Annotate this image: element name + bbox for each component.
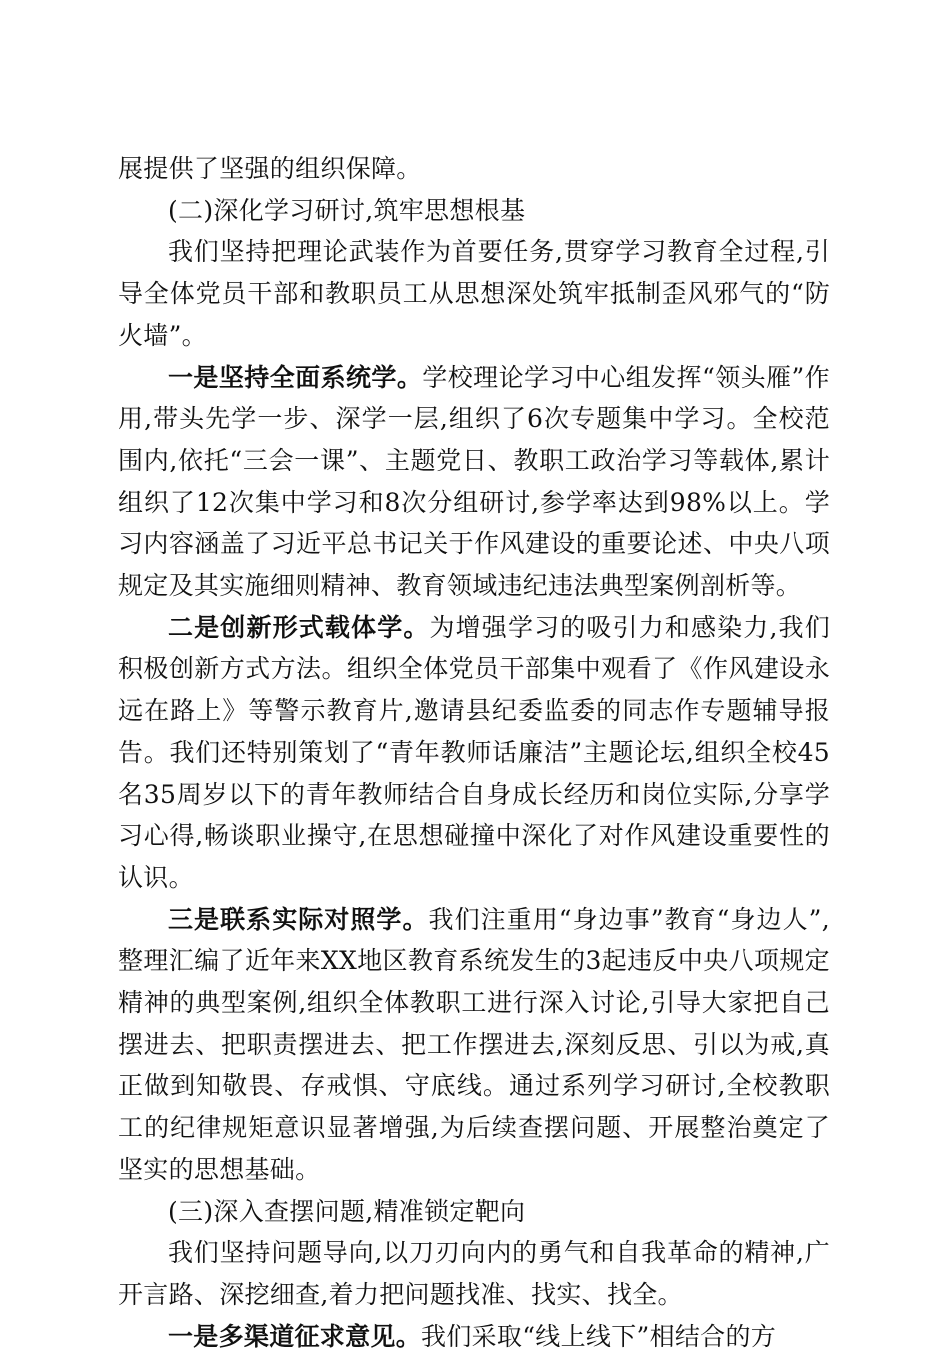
section-heading-2: (二)深化学习研讨,筑牢思想根基 xyxy=(168,195,526,225)
lead-phrase: 一是多渠道征求意见。 xyxy=(168,1321,422,1351)
paragraph-multichannel xyxy=(118,1316,830,1357)
document-body xyxy=(118,148,830,1357)
lead-phrase: 三是联系实际对照学。 xyxy=(168,904,429,934)
paragraph-body: 我们采取“线上线下”相结合的方 xyxy=(421,1321,777,1351)
paragraph-body: 学校理论学习中心组发挥“领头雁”作用,带头先学一步、深学一层,组织了6次专题集中学习。全校范围内,依托“三会一课”、主题党日、教职工政治学习等载体,累计组织了12次集中学习和8次分组研讨,参学率达到98%以上。学习内容涵盖了习近平总书记关于作风建设的重要论述、中央八项规定及其实施细则精神、教育领域违纪违法典型案例剖析等。 xyxy=(118,362,830,601)
section-heading-3: (三)深入查摆问题,精准锁定靶向 xyxy=(168,1196,526,1226)
lead-phrase: 一是坚持全面系统学。 xyxy=(168,362,423,392)
paragraph-practical-study xyxy=(118,899,830,1191)
paragraph-body: 我们注重用“身边事”教育“身边人”,整理汇编了近年来XX地区教育系统发生的3起违反中央八项规定精神的典型案例,组织全体教职工进行深入讨论,引导大家把自己摆进去、把职责摆进去、把工作摆进去,深刻反思、引以为戒,真正做到知敬畏、存戒惧、守底线。通过系列学习研讨,全校教职工的纪律规矩意识显著增强,为后续查摆问题、开展整治奠定了坚实的思想基础。 xyxy=(118,904,830,1184)
paragraph-systematic-study xyxy=(118,357,830,607)
paragraph-intro-study: 我们坚持把理论武装作为首要任务,贯穿学习教育全过程,引导全体党员干部和教职员工从思想深处筑牢抵制歪风邪气的“防火墙”。 xyxy=(118,237,830,350)
paragraph-body: 为增强学习的吸引力和感染力,我们积极创新方式方法。组织全体党员干部集中观看了《作风建设永远在路上》等警示教育片,邀请县纪委监委的同志作专题辅导报告。我们还特别策划了“青年教师话廉洁”主题论坛,组织全校45名35周岁以下的青年教师结合自身成长经历和岗位实际,分享学习心得,畅谈职业操守,在思想碰撞中深化了对作风建设重要性的认识。 xyxy=(118,612,830,892)
paragraph-continuation: 展提供了坚强的组织保障。 xyxy=(118,154,422,183)
lead-phrase: 二是创新形式载体学。 xyxy=(168,612,430,642)
paragraph-innovative-study xyxy=(118,607,830,899)
paragraph-intro-problems: 我们坚持问题导向,以刀刃向内的勇气和自我革命的精神,广开言路、深挖细查,着力把问题找准、找实、找全。 xyxy=(118,1238,830,1309)
